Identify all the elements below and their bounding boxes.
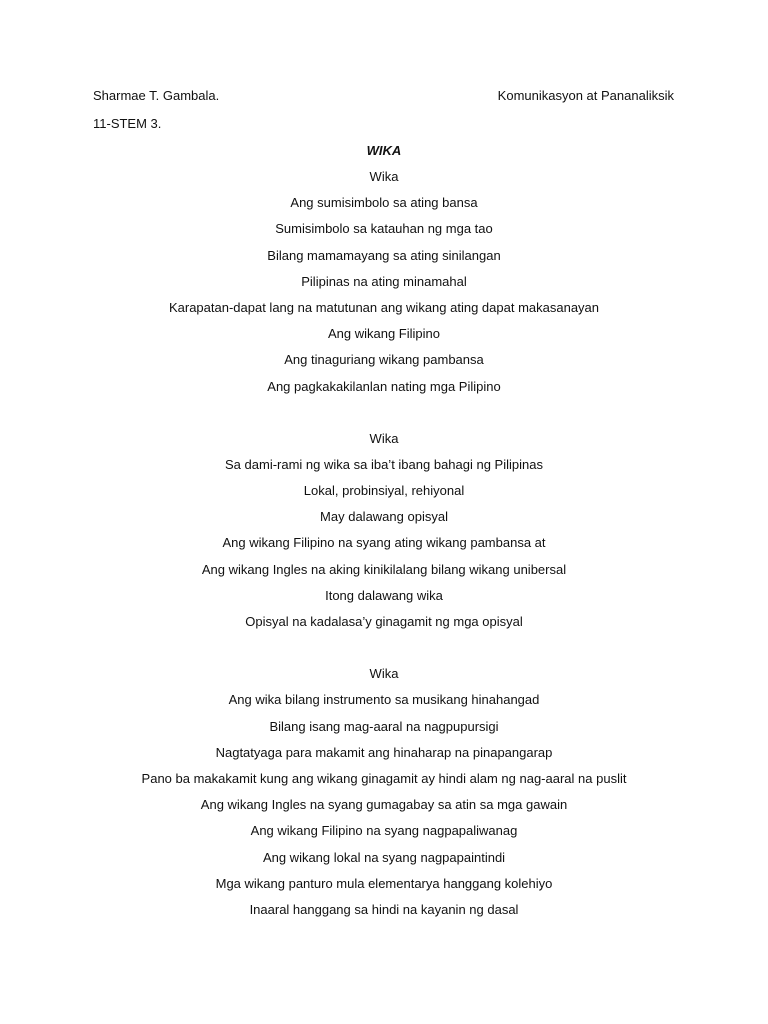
- poem-line: Inaaral hanggang sa hindi na kayanin ng dasal: [249, 901, 519, 917]
- poem: [0, 141, 768, 926]
- poem-line: Mga wikang panturo mula elementarya hanggang kolehiyo: [215, 875, 553, 891]
- poem-line: Wika: [369, 430, 399, 446]
- poem-line: Ang wikang Filipino: [327, 326, 440, 342]
- class-section: 11-STEM 3.: [93, 116, 162, 131]
- poem-line: Lokal, probinsiyal, rehiyonal: [303, 483, 465, 499]
- poem-line: Ang wika bilang instrumento sa musikang hinahangad: [228, 692, 540, 708]
- poem-line: Nagtatyaga para makamit ang hinaharap na pinapangarap: [215, 744, 553, 760]
- poem-line: Ang wikang Filipino na syang ating wikang pambansa at: [222, 535, 546, 551]
- poem-line: Ang wikang Filipino na syang nagpapaliwanag: [250, 823, 518, 839]
- poem-line: Sumisimbolo sa katauhan ng mga tao: [275, 221, 493, 237]
- poem-line: Wika: [369, 169, 399, 184]
- poem-line: Ang pagkakakilanlan nating mga Pilipino: [267, 378, 501, 394]
- stanza-1: [0, 167, 768, 397]
- stanza-gap: [0, 403, 768, 429]
- poem-line: Bilang isang mag-aaral na nagpupursigi: [269, 718, 499, 734]
- subject-title: Komunikasyon at Pananaliksik: [497, 88, 674, 103]
- author-name: Sharmae T. Gambala.: [93, 88, 220, 103]
- stanza-gap: [0, 638, 768, 664]
- stanza-2: [0, 429, 768, 632]
- poem-line: Karapatan-dapat lang na matutunan ang wikang ating dapat makasanayan: [168, 299, 600, 315]
- stanza-3: [0, 664, 768, 920]
- poem-line: Bilang mamamayang sa ating sinilangan: [267, 247, 501, 263]
- poem-line: Ang wikang lokal na syang nagpapaintindi: [262, 849, 506, 865]
- poem-line: Ang tinaguriang wikang pambansa: [284, 352, 484, 368]
- poem-line: Ang wikang Ingles na aking kinikilalang bilang wikang unibersal: [201, 561, 567, 577]
- poem-line: Pano ba makakamit kung ang wikang ginagamit ay hindi alam ng nag-aaral na puslit: [141, 770, 627, 786]
- poem-title: WIKA: [366, 143, 402, 158]
- poem-line: May dalawang opisyal: [320, 509, 448, 525]
- poem-line: Ang sumisimbolo sa ating bansa: [290, 195, 478, 211]
- poem-line: Pilipinas na ating minamahal: [301, 273, 467, 289]
- poem-line: Itong dalawang wika: [325, 587, 443, 603]
- poem-line: Sa dami-rami ng wika sa iba’t ibang bahagi ng Pilipinas: [225, 456, 543, 472]
- poem-line: Ang wikang Ingles na syang gumagabay sa atin sa mga gawain: [200, 797, 568, 813]
- poem-line: Opisyal na kadalasa’y ginagamit ng mga opisyal: [245, 614, 523, 629]
- poem-line: Wika: [369, 666, 399, 682]
